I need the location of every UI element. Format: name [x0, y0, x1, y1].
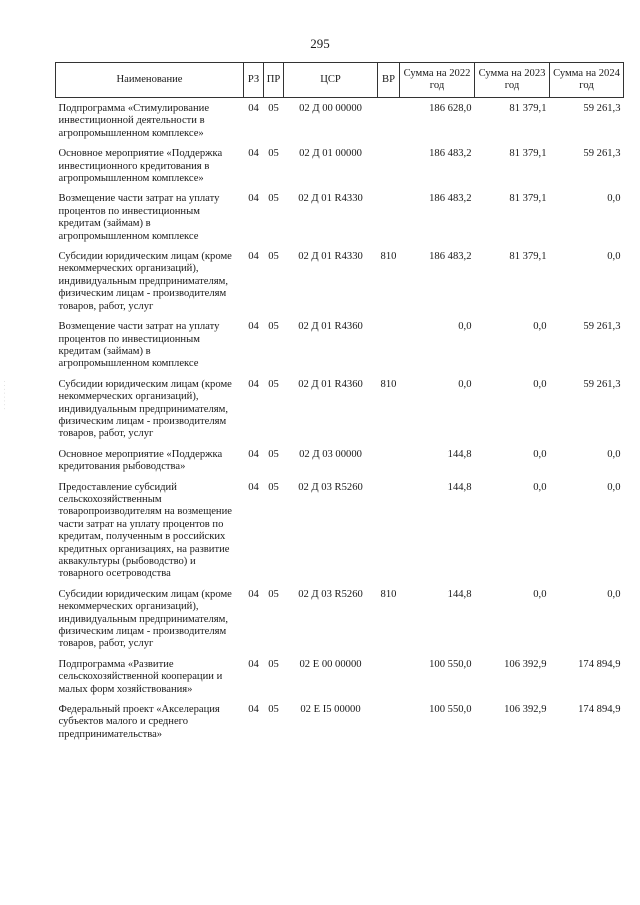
row-csr: 02 Д 01 R4330 — [298, 251, 363, 263]
row-csr: 02 Д 03 R5260 — [298, 588, 363, 600]
row-rz: 04 — [248, 251, 259, 263]
row-sum-2023: 81 379,1 — [509, 148, 547, 160]
row-rz: 04 — [248, 588, 259, 600]
row-sum-2023: 0,0 — [533, 448, 547, 460]
row-pr: 05 — [268, 378, 279, 390]
row-sum-2022: 0,0 — [458, 378, 472, 390]
row-vr: 810 — [380, 251, 397, 263]
row-rz: 04 — [248, 378, 259, 390]
row-csr: 02 Д 00 00000 — [299, 103, 362, 114]
row-rz: 04 — [248, 321, 259, 333]
row-csr: 02 Д 03 R5260 — [298, 481, 363, 493]
table-row — [56, 188, 624, 246]
table-row — [56, 143, 624, 188]
budget-table — [55, 62, 624, 744]
row-sum-2024: 0,0 — [607, 588, 621, 600]
row-csr: 02 Д 01 R4360 — [298, 321, 363, 333]
row-csr: 02 Е I5 00000 — [300, 704, 361, 716]
binding-edge-mark: · · · · · · · · — [3, 380, 8, 410]
header-sum-2024: Сумма на 2024 год — [550, 63, 624, 98]
row-rz: 04 — [248, 148, 259, 160]
row-name: Основное мероприятие «Поддержка инвестиционного кредитования в агропромышленном комплексе» — [58, 148, 223, 185]
row-pr: 05 — [268, 251, 279, 263]
row-pr: 05 — [268, 658, 279, 670]
table-row — [56, 316, 624, 374]
header-sum-2023: Сумма на 2023 год — [475, 63, 550, 98]
row-rz: 04 — [248, 704, 259, 716]
row-sum-2023: 81 379,1 — [509, 193, 547, 205]
row-sum-2024: 0,0 — [607, 251, 621, 263]
row-name: Возмещение части затрат на уплату процентов по инвестиционным кредитам (займам) в агропромышленном комплексе — [58, 321, 220, 370]
row-pr: 05 — [268, 448, 279, 460]
row-rz: 04 — [248, 103, 259, 114]
row-vr — [378, 654, 400, 699]
row-pr: 05 — [268, 704, 279, 716]
row-name: Возмещение части затрат на уплату процентов по инвестиционным кредитам (займам) в агропромышленном комплексе — [58, 193, 220, 242]
row-rz: 04 — [248, 193, 259, 205]
page-number: 295 — [310, 36, 330, 51]
row-vr — [378, 98, 400, 144]
table-row — [56, 98, 624, 144]
row-sum-2024: 174 894,9 — [578, 704, 621, 716]
row-sum-2022: 100 550,0 — [429, 704, 472, 716]
table-row — [56, 654, 624, 699]
row-name: Основное мероприятие «Поддержка кредитования рыбоводства» — [58, 448, 223, 473]
row-name: Предоставление субсидий сельскохозяйственным товаропроизводителям на возмещение части затрат на уплату процентов по кредитам, полученным в российских кредитных организациях, на развитие аквакультуры (рыбоводство) и товарного осетроводства — [58, 481, 232, 580]
header-pr: ПР — [264, 63, 284, 98]
row-name: Федеральный проект «Акселерация субъектов малого и среднего предпринимательства» — [58, 704, 220, 740]
header-sum-2022: Сумма на 2022 год — [400, 63, 475, 98]
row-csr: 02 Д 01 R4360 — [298, 378, 363, 390]
row-name: Субсидии юридическим лицам (кроме некоммерческих организаций), индивидуальным предпринимателям, физическим лицам - производителям товаров, работ, услуг — [58, 378, 232, 440]
row-vr — [378, 316, 400, 374]
table-row — [56, 444, 624, 477]
row-sum-2023: 81 379,1 — [509, 251, 547, 263]
row-sum-2022: 186 483,2 — [429, 193, 472, 205]
row-rz: 04 — [248, 481, 259, 493]
table-row — [56, 584, 624, 654]
row-sum-2022: 186 483,2 — [429, 251, 472, 263]
row-sum-2024: 59 261,3 — [583, 378, 621, 390]
row-sum-2023: 0,0 — [533, 378, 547, 390]
header-name: Наименование — [56, 63, 244, 98]
row-sum-2024: 59 261,3 — [583, 148, 621, 160]
row-csr: 02 Д 01 R4330 — [298, 193, 363, 205]
row-sum-2023: 106 392,9 — [504, 704, 547, 716]
row-pr: 05 — [268, 148, 279, 160]
row-vr: 810 — [380, 378, 397, 390]
row-sum-2024: 174 894,9 — [578, 658, 621, 670]
row-sum-2023: 106 392,9 — [504, 658, 547, 670]
row-name: Подпрограмма «Развитие сельскохозяйственной кооперации и малых форм хозяйствования» — [58, 658, 223, 695]
row-name: Субсидии юридическим лицам (кроме некоммерческих организаций), индивидуальным предпринимателям, физическим лицам - производителям товаров, работ, услуг — [58, 251, 232, 312]
row-sum-2022: 186 483,2 — [429, 148, 472, 160]
row-sum-2022: 144,8 — [447, 588, 472, 600]
row-sum-2023: 0,0 — [533, 321, 547, 333]
row-csr: 02 Д 03 00000 — [299, 448, 362, 460]
table-header-row — [56, 63, 624, 98]
row-pr: 05 — [268, 481, 279, 493]
row-csr: 02 Е 00 00000 — [299, 658, 362, 670]
row-pr: 05 — [268, 103, 279, 114]
table-row — [56, 699, 624, 744]
row-sum-2022: 0,0 — [458, 321, 472, 333]
row-vr — [378, 699, 400, 744]
table-row — [56, 246, 624, 316]
row-sum-2024: 59 261,3 — [583, 103, 621, 114]
row-name: Подпрограмма «Стимулирование инвестиционной деятельности в агропромышленном комплексе» — [58, 103, 210, 139]
row-name: Субсидии юридическим лицам (кроме некоммерческих организаций), индивидуальным предпринимателям, физическим лицам - производителям товаров, работ, услуг — [58, 588, 232, 650]
row-vr — [378, 477, 400, 584]
row-sum-2022: 100 550,0 — [429, 658, 472, 670]
row-vr — [378, 444, 400, 477]
header-vr: ВР — [378, 63, 400, 98]
row-vr — [378, 188, 400, 246]
table-row — [56, 477, 624, 584]
header-csr: ЦСР — [284, 63, 378, 98]
row-pr: 05 — [268, 588, 279, 600]
row-sum-2024: 0,0 — [607, 448, 621, 460]
row-pr: 05 — [268, 193, 279, 205]
table-row — [56, 374, 624, 444]
row-vr — [378, 143, 400, 188]
row-sum-2022: 186 628,0 — [429, 103, 472, 114]
row-sum-2023: 0,0 — [533, 481, 547, 493]
row-pr: 05 — [268, 321, 279, 333]
row-sum-2023: 81 379,1 — [509, 103, 547, 114]
row-sum-2024: 0,0 — [607, 193, 621, 205]
header-rz: РЗ — [244, 63, 264, 98]
row-rz: 04 — [248, 658, 259, 670]
row-rz: 04 — [248, 448, 259, 460]
row-sum-2024: 59 261,3 — [583, 321, 621, 333]
row-sum-2023: 0,0 — [533, 588, 547, 600]
row-sum-2022: 144,8 — [447, 481, 472, 493]
row-sum-2024: 0,0 — [607, 481, 621, 493]
row-vr: 810 — [380, 588, 397, 600]
row-sum-2022: 144,8 — [447, 448, 472, 460]
row-csr: 02 Д 01 00000 — [299, 148, 362, 160]
